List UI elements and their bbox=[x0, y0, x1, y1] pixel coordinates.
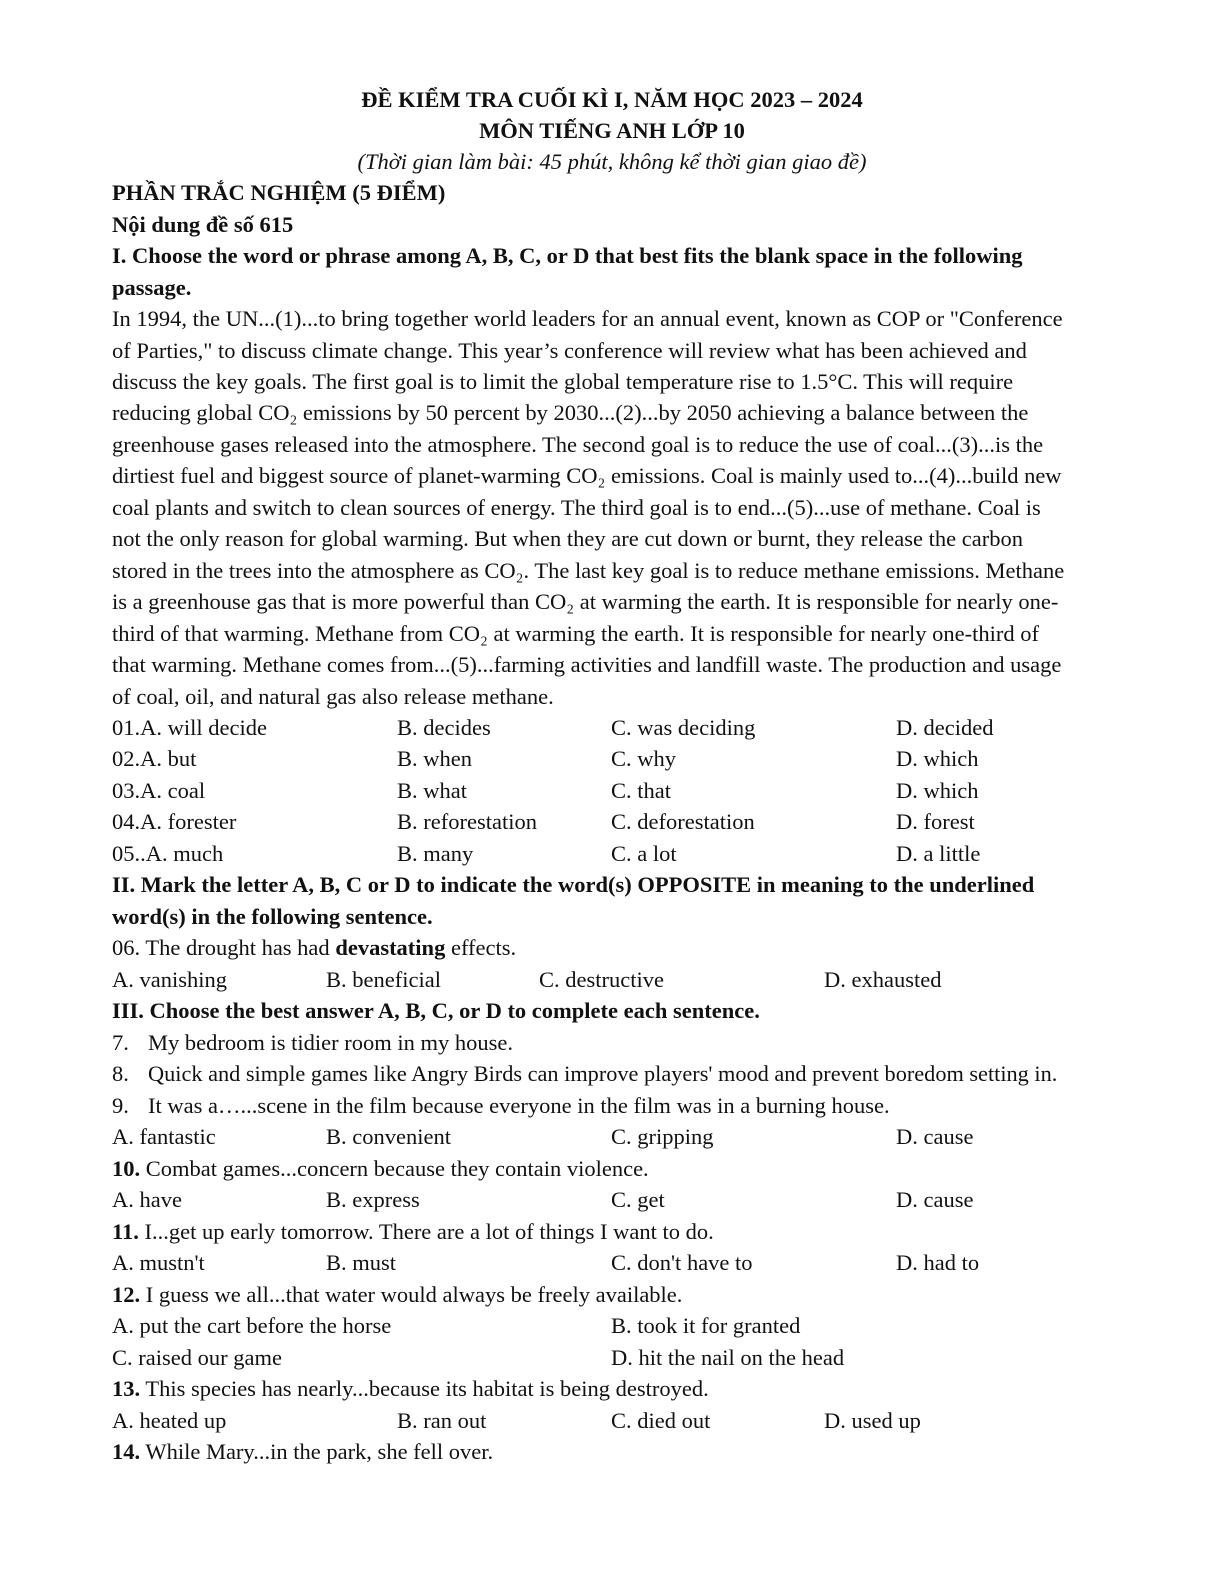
q9-option-c: C. gripping bbox=[611, 1124, 714, 1149]
section2-instruction-line1: II. Mark the letter A, B, C or D to indicate the word(s) OPPOSITE in meaning to the underlined bbox=[112, 872, 1035, 897]
part-title: PHẦN TRẮC NGHIỆM (5 ĐIỂM) bbox=[112, 180, 446, 205]
q9-option-a: A. fantastic bbox=[112, 1124, 216, 1149]
q10-option-a: A. have bbox=[112, 1187, 182, 1212]
q6-option-b: B. beneficial bbox=[326, 967, 441, 992]
exam-title: ĐỀ KIỂM TRA CUỐI KÌ I, NĂM HỌC 2023 – 2024 bbox=[361, 87, 863, 112]
section1-instruction-line1: I. Choose the word or phrase among A, B, C, or D that best fits the blank space in the following bbox=[112, 243, 1023, 268]
q3-option-a: 03.A. coal bbox=[112, 778, 206, 803]
q11-option-d: D. had to bbox=[896, 1250, 980, 1275]
q1-option-d: D. decided bbox=[896, 715, 994, 740]
passage-line: reducing global CO₂ emissions by 50 percent by 2030...(2)...by 2050 achieving a balance between the bbox=[112, 400, 1029, 425]
q11-option-c: C. don't have to bbox=[611, 1250, 753, 1275]
section3-instruction: III. Choose the best answer A, B, C, or D to complete each sentence. bbox=[112, 998, 760, 1023]
passage-line: third of that warming. Methane from CO₂ at warming the earth. It is responsible for nearly one-third of bbox=[112, 621, 1039, 646]
q6-text-before: 06. The drought has had bbox=[112, 935, 336, 960]
q3-option-b: B. what bbox=[397, 778, 467, 803]
q9-option-d: D. cause bbox=[896, 1124, 974, 1149]
exam-code: Nội dung đề số 615 bbox=[112, 212, 294, 237]
q10-option-d: D. cause bbox=[896, 1187, 974, 1212]
passage-line: greenhouse gases released into the atmosphere. The second goal is to reduce the use of coal...(3)...is the bbox=[112, 432, 1044, 457]
time-note: (Thời gian làm bài: 45 phút, không kể thời gian giao đề) bbox=[357, 149, 867, 174]
q4-option-d: D. forest bbox=[896, 809, 975, 834]
q5-option-b: B. many bbox=[397, 841, 474, 866]
q7-number: 7. bbox=[112, 1030, 129, 1055]
q13-stem bbox=[112, 1378, 709, 1401]
q11-option-a: A. mustn't bbox=[112, 1250, 205, 1275]
q13-text: This species has nearly...because its habitat is being destroyed. bbox=[140, 1376, 709, 1401]
q12-option-d: D. hit the nail on the head bbox=[611, 1345, 845, 1370]
q2-option-d: D. which bbox=[896, 746, 979, 771]
q1-option-a: 01.A. will decide bbox=[112, 715, 267, 740]
q10-stem bbox=[112, 1158, 649, 1181]
q8-number: 8. bbox=[112, 1061, 129, 1086]
q5-option-a: 05..A. much bbox=[112, 841, 224, 866]
q3-option-c: C. that bbox=[611, 778, 671, 803]
q1-option-c: C. was deciding bbox=[611, 715, 756, 740]
q12-option-c: C. raised our game bbox=[112, 1345, 282, 1370]
q13-option-d: D. used up bbox=[824, 1408, 921, 1433]
q12-text: I guess we all...that water would always be freely available. bbox=[140, 1282, 683, 1307]
q5-option-d: D. a little bbox=[896, 841, 981, 866]
q12-stem bbox=[112, 1284, 682, 1307]
q6-option-d: D. exhausted bbox=[824, 967, 942, 992]
q3-option-d: D. which bbox=[896, 778, 979, 803]
passage-line: dirtiest fuel and biggest source of planet-warming CO₂ emissions. Coal is mainly used to...(4)...build new bbox=[112, 463, 1062, 488]
q6-stem bbox=[112, 937, 516, 960]
q13-option-b: B. ran out bbox=[397, 1408, 487, 1433]
q11-text: I...get up early tomorrow. There are a lot of things I want to do. bbox=[138, 1219, 714, 1244]
q10-option-c: C. get bbox=[611, 1187, 665, 1212]
q12-number: 12. bbox=[112, 1282, 141, 1307]
q11-option-b: B. must bbox=[326, 1250, 397, 1275]
q13-option-c: C. died out bbox=[611, 1408, 711, 1433]
q9-number: 9. bbox=[112, 1093, 129, 1118]
q4-option-b: B. reforestation bbox=[397, 809, 537, 834]
q2-option-c: C. why bbox=[611, 746, 677, 771]
q7-text: My bedroom is tidier room in my house. bbox=[148, 1030, 513, 1055]
q10-number: 10. bbox=[112, 1156, 141, 1181]
q2-option-b: B. when bbox=[397, 746, 472, 771]
section2-instruction-line2: word(s) in the following sentence. bbox=[112, 904, 433, 929]
q5-option-c: C. a lot bbox=[611, 841, 677, 866]
passage-line: discuss the key goals. The first goal is to limit the global temperature rise to 1.5°C. This will require bbox=[112, 369, 1014, 394]
passage-line: not the only reason for global warming. But when they are cut down or burnt, they release the carbon bbox=[112, 526, 1023, 551]
q13-number: 13. bbox=[112, 1376, 141, 1401]
q10-option-b: B. express bbox=[326, 1187, 420, 1212]
q14-number: 14. bbox=[112, 1439, 141, 1464]
q6-option-a: A. vanishing bbox=[112, 967, 227, 992]
q4-option-a: 04.A. forester bbox=[112, 809, 237, 834]
q12-option-a: A. put the cart before the horse bbox=[112, 1313, 392, 1338]
q9-option-b: B. convenient bbox=[326, 1124, 451, 1149]
q8-text: Quick and simple games like Angry Birds can improve players' mood and prevent boredom setting in. bbox=[148, 1061, 1058, 1086]
q11-stem bbox=[112, 1221, 714, 1244]
q1-option-b: B. decides bbox=[397, 715, 491, 740]
passage-line: of coal, oil, and natural gas also release methane. bbox=[112, 684, 554, 709]
q14-stem bbox=[112, 1441, 493, 1464]
q6-option-c: C. destructive bbox=[539, 967, 664, 992]
passage-line: that warming. Methane comes from...(5)...farming activities and landfill waste. The production and usage bbox=[112, 652, 1062, 677]
q14-text: While Mary...in the park, she fell over. bbox=[140, 1439, 494, 1464]
subject-title: MÔN TIẾNG ANH LỚP 10 bbox=[479, 118, 745, 143]
passage-line: of Parties," to discuss climate change. This year’s conference will review what has been achieved and bbox=[112, 338, 1027, 363]
q12-option-b: B. took it for granted bbox=[611, 1313, 801, 1338]
q6-text-after: effects. bbox=[445, 935, 517, 960]
passage-line: stored in the trees into the atmosphere as CO₂. The last key goal is to reduce methane emissions. Methane bbox=[112, 558, 1065, 583]
section1-instruction-line2: passage. bbox=[112, 275, 192, 300]
q11-number: 11. bbox=[112, 1219, 139, 1244]
passage-line: coal plants and switch to clean sources of energy. The third goal is to end...(5)...use of methane. Coal is bbox=[112, 495, 1041, 520]
q6-target-word: devastating bbox=[335, 935, 446, 960]
q9-text: It was a…...scene in the film because everyone in the film was in a burning house. bbox=[148, 1093, 890, 1118]
passage-line: is a greenhouse gas that is more powerful than CO₂ at warming the earth. It is responsible for nearly one- bbox=[112, 589, 1059, 614]
q2-option-a: 02.A. but bbox=[112, 746, 197, 771]
passage-line: In 1994, the UN...(1)...to bring together world leaders for an annual event, known as COP or "Conference bbox=[112, 306, 1063, 331]
q13-option-a: A. heated up bbox=[112, 1408, 227, 1433]
q4-option-c: C. deforestation bbox=[611, 809, 755, 834]
q10-text: Combat games...concern because they contain violence. bbox=[140, 1156, 649, 1181]
